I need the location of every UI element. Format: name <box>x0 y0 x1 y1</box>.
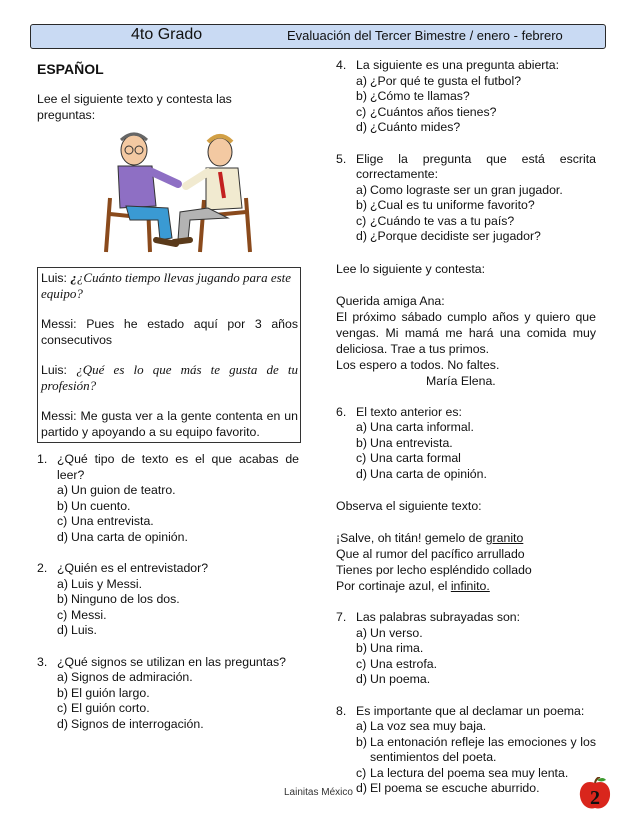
question-text: Elige la pregunta que está escrita correctamente: <box>356 151 596 181</box>
question-text: Es importante que al declamar un poema: <box>356 703 585 718</box>
dialog-line-1: Luis: ¿¿Cuánto tiempo llevas jugando para este equipo? <box>41 270 292 301</box>
letter-signature: María Elena. <box>426 373 496 388</box>
option: b) La entonación refleje las emociones y los sentimientos del poeta. <box>356 734 596 764</box>
option: c) El guión corto. <box>57 701 150 715</box>
question-text: ¿Quién es el entrevistador? <box>57 561 209 575</box>
dialog-line-2: Messi: Pues he estado aquí por 3 años consecutivos <box>41 317 298 347</box>
option: d) ¿Porque decidiste ser jugador? <box>356 229 541 243</box>
question-text: ¿Qué tipo de texto es el que acabas de leer? <box>57 452 299 482</box>
option: a) Un guion de teatro. <box>57 483 176 497</box>
option: c) ¿Cuándo te vas a tu país? <box>356 213 515 228</box>
speaker-luis: Luis: <box>41 363 77 377</box>
right-column <box>336 58 596 797</box>
evaluation-label: Evaluación del Tercer Bimestre / enero - febrero <box>287 28 563 43</box>
dialog-question-2: ¿Qué es lo que más te gusta de tu profesión? <box>41 362 298 393</box>
option: d) El poema se escuche aburrido. <box>356 781 540 795</box>
option: a) La voz sea muy baja. <box>356 719 487 733</box>
option: b) Una entrevista. <box>356 435 453 450</box>
question-text: Las palabras subrayadas son: <box>356 610 521 624</box>
page-number: 2 <box>590 787 600 809</box>
option: a) Una carta informal. <box>356 420 474 434</box>
question-8 <box>336 704 596 797</box>
question-number: 6. <box>336 404 347 419</box>
question-number: 3. <box>37 654 48 669</box>
option: a) Signos de admiración. <box>57 670 193 684</box>
footer-credit: Lainitas México <box>284 787 353 798</box>
poem <box>336 530 596 594</box>
option: d) Una carta de opinión. <box>57 529 188 544</box>
option: d) Una carta de opinión. <box>356 466 487 481</box>
question-number: 2. <box>37 561 48 575</box>
option: c) ¿Cuántos años tienes? <box>356 104 497 119</box>
section-title: ESPAÑOL <box>37 61 104 77</box>
option: c) Una estrofa. <box>356 656 437 671</box>
question-number: 5. <box>336 151 347 166</box>
option: d) Luis. <box>57 623 97 637</box>
question-4 <box>336 58 596 136</box>
option: c) Messi. <box>57 607 107 622</box>
underlined-word: granito <box>485 531 524 545</box>
page-header <box>30 24 606 49</box>
letter-greeting: Querida amiga Ana: <box>336 293 445 308</box>
poem-line-3: Tienes por lecho espléndido collado <box>336 563 532 577</box>
option: c) Una carta formal <box>356 451 461 465</box>
question-text: El texto anterior es: <box>356 404 462 419</box>
option: b) Un cuento. <box>57 498 131 513</box>
left-questions <box>37 452 299 732</box>
question-5 <box>336 152 596 245</box>
question-7 <box>336 610 596 688</box>
intro-text: Lee el siguiente texto y contesta las preguntas: <box>37 92 232 122</box>
option: b) Una rima. <box>356 641 424 655</box>
option: a) ¿Por qué te gusta el futbol? <box>356 73 522 88</box>
apple-page-number-badge <box>577 777 613 811</box>
dialog-question-1: ¿Cuánto tiempo llevas jugando para este equipo? <box>41 270 292 301</box>
question-6 <box>336 405 596 483</box>
option: d) Un poema. <box>356 672 431 686</box>
question-number: 7. <box>336 610 347 624</box>
interview-dialog <box>37 267 301 443</box>
poem-instruction: Observa el siguiente texto: <box>336 499 482 513</box>
grade-label: 4to Grado <box>131 26 203 43</box>
letter-closing: Los espero a todos. No faltes. <box>336 357 500 372</box>
poem-line-2: Que al rumor del pacífico arrullado <box>336 547 525 561</box>
question-1 <box>37 452 299 545</box>
letter <box>336 293 596 389</box>
dialog-line-4: Messi: Me gusta ver a la gente contenta en un partido y apoyando a su equipo favorito. <box>41 409 298 439</box>
question-number: 8. <box>336 703 347 718</box>
option: b) ¿Cómo te llamas? <box>356 89 470 103</box>
option: a) Un verso. <box>356 625 423 640</box>
conversation-illustration <box>96 128 256 256</box>
dialog-line-3 <box>41 362 298 394</box>
question-number: 4. <box>336 58 347 72</box>
question-2 <box>37 561 299 639</box>
option: a) Luis y Messi. <box>57 576 143 591</box>
question-number: 1. <box>37 452 48 466</box>
poem-line-1: ¡Salve, oh titán! gemelo de granito <box>336 531 524 545</box>
letter-instruction: Lee lo siguiente y contesta: <box>336 261 486 276</box>
underlined-word: infinito. <box>450 579 490 593</box>
poem-line-4: Por cortinaje azul, el infinito. <box>336 579 490 593</box>
letter-body: El próximo sábado cumplo años y quiero que vengas. Mi mamá me hará una comida muy deliciosa. Trae a tus primos. <box>336 309 596 356</box>
question-3 <box>37 655 299 733</box>
option: b) Ninguno de los dos. <box>57 592 180 606</box>
question-text: ¿Qué signos se utilizan en las preguntas? <box>57 654 286 669</box>
option: d) Signos de interrogación. <box>57 716 204 731</box>
option: d) ¿Cuánto mides? <box>356 120 461 134</box>
option: b) ¿Cual es tu uniforme favorito? <box>356 198 535 212</box>
question-text: La siguiente es una pregunta abierta: <box>356 58 560 72</box>
speaker-luis: Luis: <box>41 271 71 285</box>
option: a) Como lograste ser un gran jugador. <box>356 182 563 197</box>
option: b) El guión largo. <box>57 685 150 700</box>
left-column <box>37 58 299 123</box>
option: c) La lectura del poema sea muy lenta. <box>356 765 569 780</box>
option: c) Una entrevista. <box>57 514 154 528</box>
